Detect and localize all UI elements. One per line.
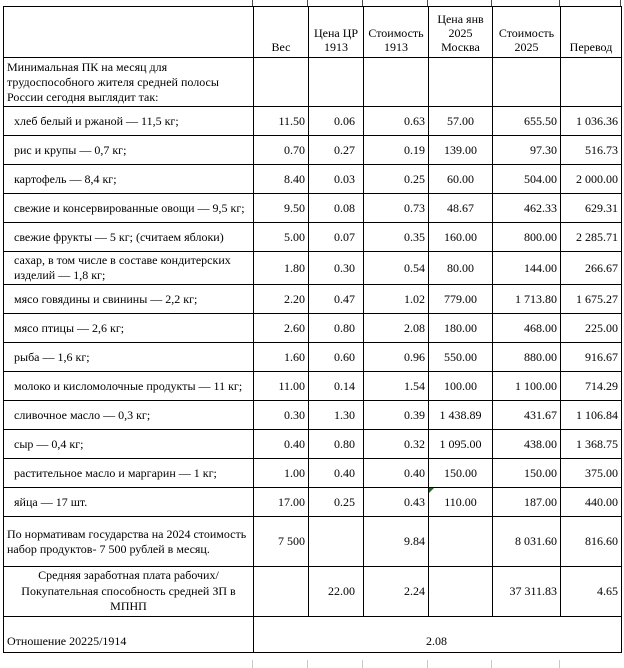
value-cell[interactable]: 880.00 <box>493 343 561 372</box>
value-cell[interactable]: 37 311.83 <box>493 567 561 617</box>
value-cell[interactable]: 187.00 <box>493 488 561 517</box>
table-row <box>4 285 622 314</box>
value-cell[interactable]: 0.30 <box>309 252 364 285</box>
value-cell[interactable]: 431.67 <box>493 401 561 430</box>
value-cell[interactable]: 629.31 <box>561 194 622 223</box>
column-header[interactable]: Стоимость 1913 <box>364 7 429 58</box>
value-cell[interactable]: 97.30 <box>493 136 561 165</box>
value-cell[interactable]: 504.00 <box>493 165 561 194</box>
table-row <box>4 567 622 617</box>
value-cell[interactable]: 0.39 <box>364 401 429 430</box>
value-cell[interactable]: 516.73 <box>561 136 622 165</box>
value-cell[interactable] <box>429 58 493 107</box>
value-cell[interactable] <box>429 517 493 567</box>
column-header[interactable]: Стоимость 2025 <box>493 7 561 58</box>
row-label-cell[interactable]: молоко и кисломолочные продукты — 11 кг; <box>4 372 254 401</box>
table-row <box>4 517 622 567</box>
value-cell[interactable]: 0.07 <box>309 223 364 252</box>
table-body <box>4 58 622 617</box>
value-cell[interactable]: 0.25 <box>309 488 364 517</box>
table-footer <box>4 616 622 652</box>
value-cell[interactable]: 8 031.60 <box>493 517 561 567</box>
value-cell[interactable]: 48.67 <box>429 194 493 223</box>
value-cell[interactable]: 0.40 <box>254 430 309 459</box>
value-cell[interactable]: 468.00 <box>493 314 561 343</box>
row-label-cell[interactable]: хлеб белый и ржаной — 11,5 кг; <box>4 107 254 136</box>
value-cell[interactable]: 9.84 <box>364 517 429 567</box>
value-cell[interactable]: 2 285.71 <box>561 223 622 252</box>
row-label-cell[interactable]: Минимальная ПК на месяц для трудоспособного жителя средней полосы России сегодня выглядит так: <box>4 58 254 107</box>
value-cell[interactable] <box>309 58 364 107</box>
value-cell[interactable]: 375.00 <box>561 459 622 488</box>
corner-header-cell[interactable] <box>4 7 254 58</box>
value-cell[interactable]: 438.00 <box>493 430 561 459</box>
gridline-stub <box>307 660 308 668</box>
value-cell[interactable]: 144.00 <box>493 252 561 285</box>
value-cell[interactable] <box>309 517 364 567</box>
value-cell[interactable]: 0.73 <box>364 194 429 223</box>
value-cell[interactable]: 800.00 <box>493 223 561 252</box>
row-label-cell[interactable]: сыр — 0,4 кг; <box>4 430 254 459</box>
gridline-stub <box>559 660 560 668</box>
table-row <box>4 165 622 194</box>
value-cell[interactable]: 0.19 <box>364 136 429 165</box>
row-label-cell[interactable]: По нормативам государства на 2024 стоимость набор продуктов- 7 500 рублей в месяц. <box>4 517 254 567</box>
value-cell[interactable]: 7 500 <box>254 517 309 567</box>
row-label-cell[interactable]: рис и крупы — 0,7 кг; <box>4 136 254 165</box>
row-label-cell[interactable]: рыба — 1,6 кг; <box>4 343 254 372</box>
column-header[interactable]: Перевод <box>561 7 622 58</box>
table-row <box>4 459 622 488</box>
value-cell[interactable]: 1.02 <box>364 285 429 314</box>
value-cell[interactable] <box>254 567 309 617</box>
row-label-cell[interactable]: картофель — 8,4 кг; <box>4 165 254 194</box>
row-label-cell[interactable]: яйца — 17 шт. <box>4 488 254 517</box>
table-row <box>4 488 622 517</box>
table-row <box>4 194 622 223</box>
gridline-stub <box>427 660 428 668</box>
ratio-row <box>4 616 622 652</box>
header-row <box>4 7 622 58</box>
value-cell[interactable]: 0.06 <box>309 107 364 136</box>
value-cell[interactable]: 139.00 <box>429 136 493 165</box>
table-row <box>4 107 622 136</box>
ratio-value-cell[interactable]: 2.08 <box>254 616 622 652</box>
table-row <box>4 58 622 107</box>
value-cell[interactable]: 2.24 <box>364 567 429 617</box>
value-cell[interactable]: 1 438.89 <box>429 401 493 430</box>
value-cell[interactable]: 0.43 <box>364 488 429 517</box>
value-cell[interactable]: 1 106.84 <box>561 401 622 430</box>
value-cell[interactable]: 1 036.36 <box>561 107 622 136</box>
row-label-cell[interactable]: растительное масло и маргарин — 1 кг; <box>4 459 254 488</box>
value-cell[interactable]: 9.50 <box>254 194 309 223</box>
value-cell[interactable]: 11.50 <box>254 107 309 136</box>
value-cell[interactable]: 0.32 <box>364 430 429 459</box>
value-cell[interactable]: 4.65 <box>561 567 622 617</box>
value-cell[interactable] <box>429 567 493 617</box>
value-cell[interactable]: 2.08 <box>364 314 429 343</box>
value-cell[interactable]: 11.00 <box>254 372 309 401</box>
value-cell[interactable]: 22.00 <box>309 567 364 617</box>
gridline-stub <box>252 660 253 668</box>
value-cell[interactable]: 2 000.00 <box>561 165 622 194</box>
table-row <box>4 252 622 285</box>
value-cell[interactable] <box>254 58 309 107</box>
row-label-cell[interactable]: сахар, в том числе в составе кондитерских изделий — 1,8 кг; <box>4 252 254 285</box>
table-row <box>4 401 622 430</box>
value-cell[interactable]: 1 100.00 <box>493 372 561 401</box>
value-cell[interactable]: 5.00 <box>254 223 309 252</box>
value-cell[interactable]: 779.00 <box>429 285 493 314</box>
row-label-cell[interactable]: мясо птицы — 2,6 кг; <box>4 314 254 343</box>
value-cell[interactable]: 714.29 <box>561 372 622 401</box>
value-cell[interactable]: 17.00 <box>254 488 309 517</box>
value-cell[interactable]: 0.70 <box>254 136 309 165</box>
column-header[interactable]: Цена янв 2025 Москва <box>429 7 493 58</box>
value-cell[interactable]: 1 368.75 <box>561 430 622 459</box>
value-cell[interactable]: 1.60 <box>254 343 309 372</box>
table-row <box>4 223 622 252</box>
value-cell[interactable]: 0.47 <box>309 285 364 314</box>
value-cell[interactable]: 225.00 <box>561 314 622 343</box>
value-cell[interactable]: 0.40 <box>364 459 429 488</box>
value-cell[interactable]: 0.80 <box>309 430 364 459</box>
value-cell[interactable]: 655.50 <box>493 107 561 136</box>
value-cell[interactable]: 0.96 <box>364 343 429 372</box>
value-cell[interactable]: 160.00 <box>429 223 493 252</box>
row-label-cell[interactable]: свежие фрукты — 5 кг; (считаем яблоки) <box>4 223 254 252</box>
value-cell[interactable]: 0.14 <box>309 372 364 401</box>
value-cell[interactable]: 916.67 <box>561 343 622 372</box>
value-cell[interactable]: 8.40 <box>254 165 309 194</box>
value-cell[interactable]: 550.00 <box>429 343 493 372</box>
value-cell[interactable]: 0.03 <box>309 165 364 194</box>
value-cell[interactable]: 1 675.27 <box>561 285 622 314</box>
value-cell[interactable]: 1.80 <box>254 252 309 285</box>
row-label-cell[interactable]: свежие и консервированные овощи — 9,5 кг; <box>4 194 254 223</box>
value-cell[interactable]: 266.67 <box>561 252 622 285</box>
value-cell[interactable]: 2.20 <box>254 285 309 314</box>
table-header <box>4 7 622 58</box>
value-cell[interactable]: 80.00 <box>429 252 493 285</box>
food-basket-table <box>3 6 622 653</box>
row-label-cell[interactable]: сливочное масло — 0,3 кг; <box>4 401 254 430</box>
row-label-cell[interactable]: мясо говядины и свинины — 2,2 кг; <box>4 285 254 314</box>
value-cell[interactable]: 2.60 <box>254 314 309 343</box>
value-cell[interactable]: 0.40 <box>309 459 364 488</box>
row-label-cell[interactable]: Средняя заработная плата рабочих/Покупательная способность средней ЗП в МПНП <box>4 567 254 617</box>
table-row <box>4 372 622 401</box>
value-cell[interactable]: 0.27 <box>309 136 364 165</box>
value-cell[interactable]: 1.30 <box>309 401 364 430</box>
table-row <box>4 343 622 372</box>
value-cell[interactable]: 1.00 <box>254 459 309 488</box>
value-cell[interactable]: 0.54 <box>364 252 429 285</box>
column-header[interactable]: Цена ЦР 1913 <box>309 7 364 58</box>
value-cell[interactable]: 440.00 <box>561 488 622 517</box>
value-cell[interactable]: 0.80 <box>309 314 364 343</box>
value-cell[interactable]: 0.25 <box>364 165 429 194</box>
value-cell[interactable]: 150.00 <box>429 459 493 488</box>
value-cell[interactable] <box>364 58 429 107</box>
value-cell[interactable] <box>561 58 622 107</box>
value-cell[interactable]: 1.54 <box>364 372 429 401</box>
value-cell[interactable]: 0.63 <box>364 107 429 136</box>
table-row <box>4 314 622 343</box>
gridline-stub <box>362 660 363 668</box>
value-cell[interactable]: 150.00 <box>493 459 561 488</box>
value-cell[interactable]: 462.33 <box>493 194 561 223</box>
table-row <box>4 136 622 165</box>
value-cell[interactable]: 100.00 <box>429 372 493 401</box>
value-cell[interactable]: 57.00 <box>429 107 493 136</box>
value-cell[interactable]: 0.08 <box>309 194 364 223</box>
value-cell[interactable]: 180.00 <box>429 314 493 343</box>
column-header[interactable]: Вес <box>254 7 309 58</box>
value-cell[interactable]: 60.00 <box>429 165 493 194</box>
gridline-stub <box>491 660 492 668</box>
ratio-label-cell[interactable]: Отношение 20225/1914 <box>4 616 254 652</box>
value-cell[interactable]: 110.00 <box>429 488 493 517</box>
value-cell[interactable]: 1 095.00 <box>429 430 493 459</box>
table-row <box>4 430 622 459</box>
value-cell[interactable]: 816.60 <box>561 517 622 567</box>
value-cell[interactable]: 0.30 <box>254 401 309 430</box>
value-cell[interactable]: 1 713.80 <box>493 285 561 314</box>
value-cell[interactable]: 0.35 <box>364 223 429 252</box>
value-cell[interactable] <box>493 58 561 107</box>
cell-error-marker-icon <box>429 488 434 493</box>
value-cell[interactable]: 0.60 <box>309 343 364 372</box>
